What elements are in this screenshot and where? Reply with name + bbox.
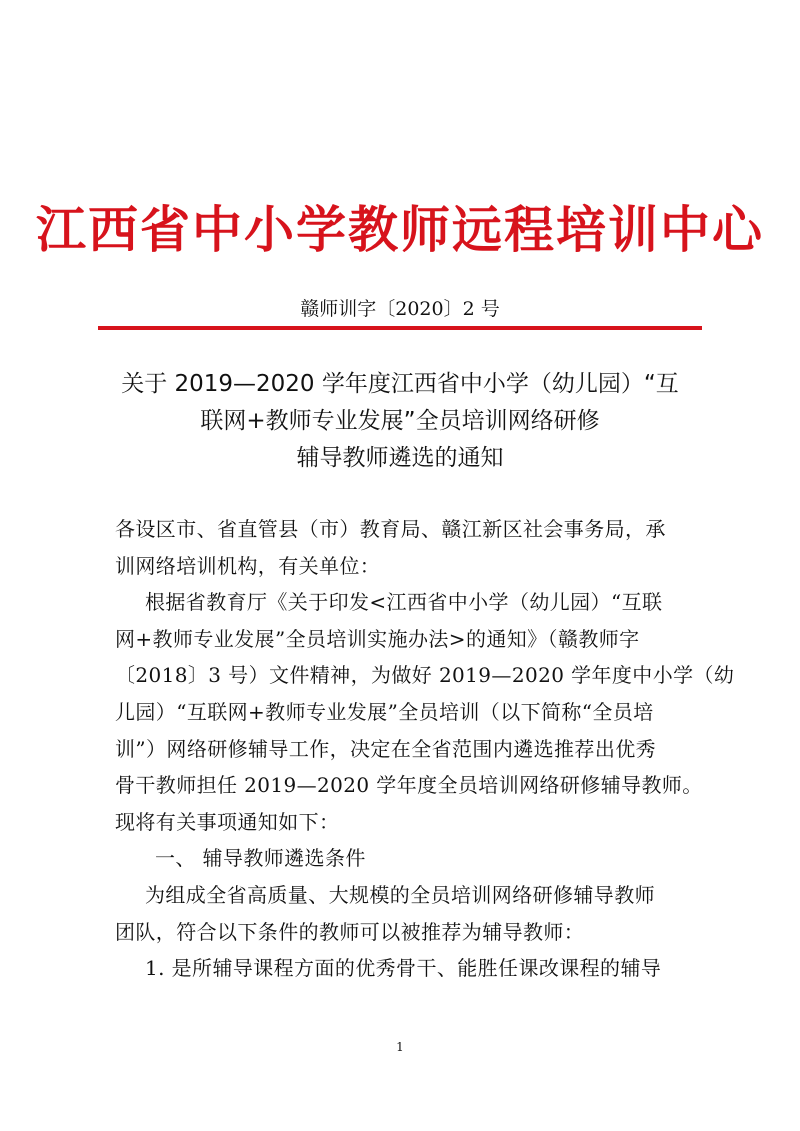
body-line: 为组成全省高质量、大规模的全员培训网络研修辅导教师 — [145, 882, 655, 907]
body-line: 训网络培训机构，有关单位： — [115, 553, 381, 578]
body-line: 团队，符合以下条件的教师可以被推荐为辅导教师： — [115, 919, 585, 944]
body-line: 1. 是所辅导课程方面的优秀骨干、能胜任课改课程的辅导 — [145, 956, 662, 981]
body-line: 各设区市、省直管县（市）教育局、赣江新区社会事务局，承 — [115, 517, 666, 541]
body-line: 儿园）“互联网+教师专业发展”全员培训（以下简称“全员培 — [115, 699, 654, 724]
body-line: 训”）网络研修辅导工作，决定在全省范围内遴选推荐出优秀 — [115, 736, 657, 761]
masthead-organization: 江西省中小学教师远程培训中心 — [36, 200, 764, 259]
notice-title — [110, 366, 690, 477]
body-line: 网+教师专业发展”全员培训实施办法>的通知》（赣教师字 — [115, 626, 640, 651]
title-line-2: 联网+教师专业发展”全员培训网络研修 — [200, 408, 600, 434]
body-line: 骨干教师担任 2019—2020 学年度全员培训网络研修辅导教师。 — [115, 773, 703, 798]
body-line: 现将有关事项通知如下： — [115, 809, 340, 834]
body-line: 根据省教育厅《关于印发<江西省中小学（幼儿园）“互联 — [145, 590, 663, 615]
document-number: 赣师训字〔2020〕2 号 — [300, 298, 500, 320]
page-number: 1 — [396, 1040, 404, 1054]
notice-body — [115, 511, 735, 987]
title-line-3: 辅导教师遴选的通知 — [296, 445, 504, 471]
title-line-1: 关于 2019—2020 学年度江西省中小学（幼儿园）“互 — [121, 371, 679, 397]
section-heading: 一、 辅导教师遴选条件 — [155, 846, 366, 871]
red-divider-line — [98, 326, 702, 330]
body-line: 〔2018〕3 号）文件精神，为做好 2019—2020 学年度中小学（幼 — [115, 663, 735, 688]
